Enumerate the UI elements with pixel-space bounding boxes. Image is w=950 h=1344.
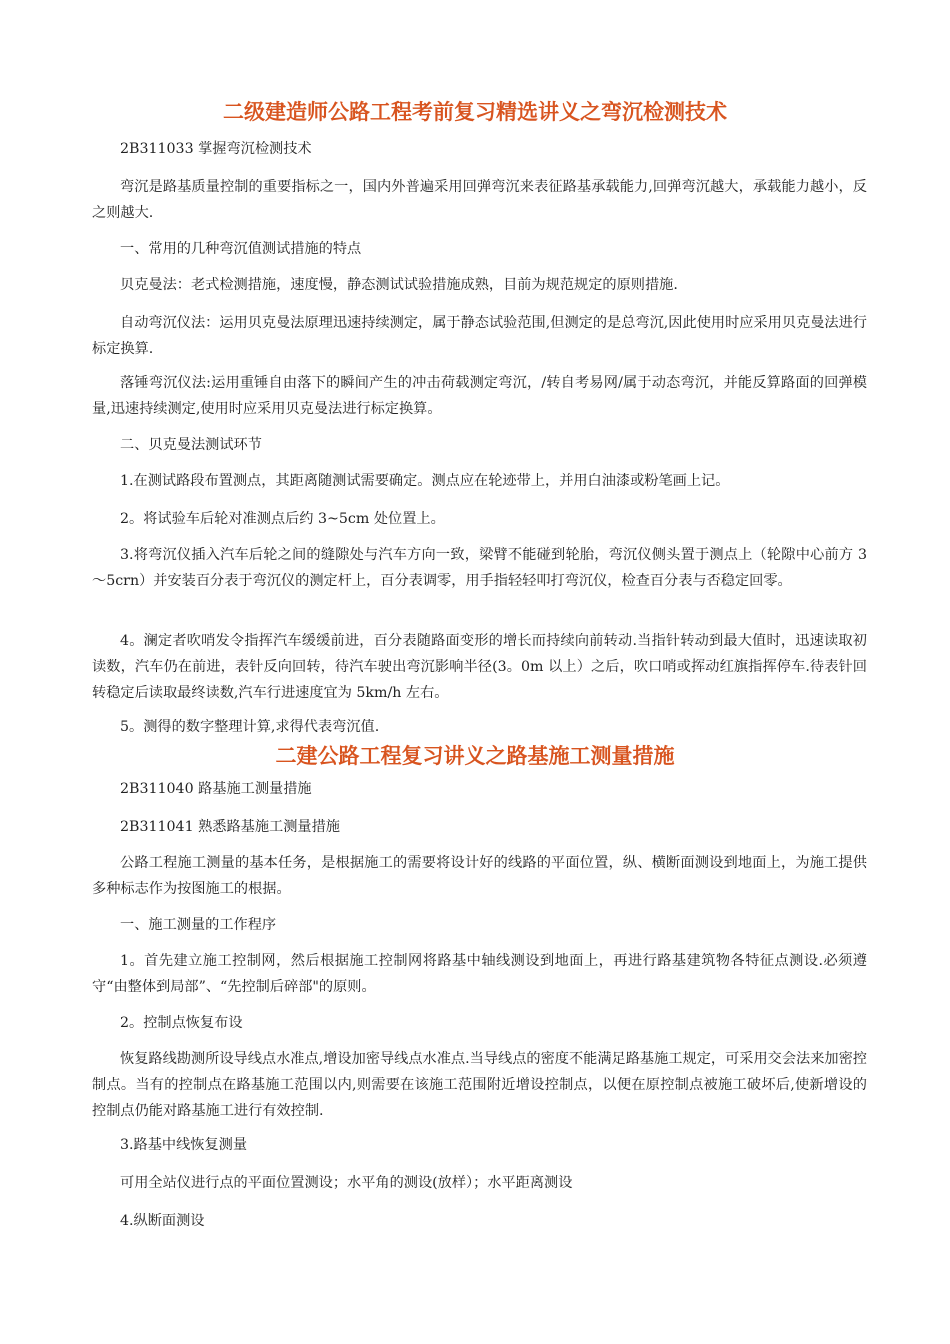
article2-step2-body: 恢复路线勘测所设导线点水准点,增设加密导线点水准点.当导线点的密度不能满足路基施工规定，可采用交会法来加密控制点。当有的控制点在路基施工范围以内,则需要在该施工范围附近增设控制点，以便在原控制点被施工破坏后,使新增设的控制点仍能对路基施工进行有效控制. <box>92 1051 867 1119</box>
article1-code: 2B311033 掌握弯沉检测技术 <box>120 141 312 157</box>
article1-section1-heading: 一、常用的几种弯沉值测试措施的特点 <box>120 241 362 257</box>
article2-step3-heading: 3.路基中线恢复测量 <box>120 1137 248 1153</box>
article2-step4-heading: 4.纵断面测设 <box>120 1213 205 1229</box>
article1-title: 二级建造师公路工程考前复习精选讲义之弯沉检测技术 <box>223 100 727 124</box>
article1-beckman: 贝克曼法：老式检测措施，速度慢，静态测试试验措施成熟，目前为规范规定的原则措施. <box>120 277 678 293</box>
article1-step3: 3.将弯沉仪插入汽车后轮之间的缝隙处与汽车方向一致，梁臂不能碰到轮胎，弯沉仪侧头置于测点上（轮隙中心前方 3～5crn）并安装百分表于弯沉仪的测定杆上，百分表调零，用手指轻轻叩打弯沉仪，检查百分表与否稳定回零。 <box>92 547 867 589</box>
article1-auto-deflectometer: 自动弯沉仪法：运用贝克曼法原理迅速持续测定，属于静态试验范围,但测定的是总弯沉,因此使用时应采用贝克曼法进行标定换算. <box>92 315 867 357</box>
article1-step1: 1.在测试路段布置测点，其距离随测试需要确定。测点应在轮迹带上，并用白油漆或粉笔画上记。 <box>120 473 730 489</box>
article2-intro: 公路工程施工测量的基本任务，是根据施工的需要将设计好的线路的平面位置，纵、横断面测设到地面上，为施工提供多种标志作为按图施工的根据。 <box>92 855 867 897</box>
article2-title: 二建公路工程复习讲义之路基施工测量措施 <box>275 744 675 768</box>
article1-intro: 弯沉是路基质量控制的重要指标之一，国内外普遍采用回弹弯沉来表征路基承载能力,回弹弯沉越大，承载能力越小，反之则越大. <box>92 179 867 221</box>
article1-step5: 5。测得的数字整理计算,求得代表弯沉值. <box>120 719 380 735</box>
article1-falling-weight: 落锤弯沉仪法:运用重锤自由落下的瞬间产生的冲击荷载测定弯沉，/转自考易网/属于动态弯沉，并能反算路面的回弹模量,迅速持续测定,使用时应采用贝克曼法进行标定换算。 <box>92 375 867 417</box>
article1-section2-heading: 二、贝克曼法测试环节 <box>120 437 262 453</box>
article2-section1-heading: 一、施工测量的工作程序 <box>120 917 277 933</box>
article1-step2: 2。将试验车后轮对准测点后约 3~5cm 处位置上。 <box>120 511 445 527</box>
article2-step1: 1。首先建立施工控制网，然后根据施工控制网将路基中轴线测设到地面上，再进行路基建筑物各特征点测设.必须遵守“由整体到局部”、“先控制后碎部"的原则。 <box>92 953 867 995</box>
article2-code2: 2B311041 熟悉路基施工测量措施 <box>120 819 340 835</box>
article1-step4: 4。澜定者吹哨发令指挥汽车缓缓前进，百分表随路面变形的增长而持续向前转动.当指针转动到最大值时，迅速读取初读数，汽车仍在前进，表针反向回转，待汽车驶出弯沉影响半径(3。0m 以上）之后，吹口哨或挥动红旗指挥停车.待表针回转稳定后读取最终读数,汽车行进速度宜为 5km/h 左右。 <box>92 633 867 701</box>
article2-step3-body: 可用全站仪进行点的平面位置测设；水平角的测设(放样）；水平距离测设 <box>120 1175 573 1191</box>
article2-step2-heading: 2。控制点恢复布设 <box>120 1015 243 1031</box>
article2-code1: 2B311040 路基施工测量措施 <box>120 781 312 797</box>
